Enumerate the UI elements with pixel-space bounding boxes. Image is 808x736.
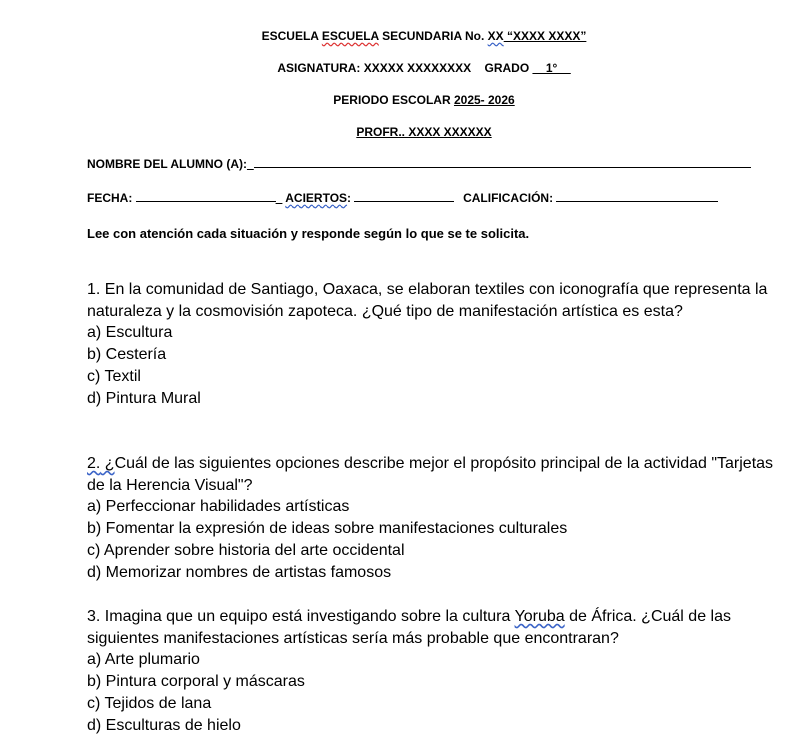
question-3-text-a: 3. Imagina que un equipo está investigando sobre la cultura: [87, 608, 515, 625]
school-number: XX: [487, 29, 504, 43]
grade-label: CALIFICACIÓN:: [463, 191, 557, 205]
question-2-option-c[interactable]: c) Aprender sobre historia del arte occidental: [87, 541, 405, 559]
school-prefix: ESCUELA: [261, 29, 322, 43]
school-word: ESCUELA: [321, 29, 379, 43]
hits-label: ACIERTOS: [285, 191, 348, 205]
teacher-line: [0, 125, 808, 139]
student-name-label: NOMBRE DEL ALUMNO (A):: [87, 157, 247, 171]
period-year: 2025- 2026: [453, 93, 515, 107]
teacher-name: PROFR.. XXXX XXXXXX: [356, 125, 492, 139]
question-3-word: Yoruba: [514, 608, 565, 625]
question-1-option-b[interactable]: b) Cestería: [87, 346, 167, 364]
question-1-option-a[interactable]: a) Escultura: [87, 324, 173, 342]
question-2-option-a[interactable]: a) Perfeccionar habilidades artísticas: [87, 498, 350, 516]
hits-colon: :: [347, 191, 352, 205]
grade-value: __1°__: [532, 61, 571, 75]
question-1-option-d[interactable]: d) Pintura Mural: [87, 389, 201, 407]
question-3: [87, 606, 777, 736]
question-1: [87, 279, 777, 409]
question-2-text: Cuál de las siguientes opciones describe mejor el propósito principal de la actividad "Tarjetas de la Herencia Visual"?: [87, 455, 774, 494]
school-name: “XXXX XXXX”: [503, 29, 587, 43]
subject-line: [0, 61, 808, 75]
grade-line[interactable]: [556, 190, 718, 202]
question-2-stem: [87, 453, 777, 496]
question-2-option-b[interactable]: b) Fomentar la expresión de ideas sobre manifestaciones culturales: [87, 520, 568, 538]
period-label: PERIODO ESCOLAR: [333, 93, 454, 107]
school-title: [0, 29, 808, 43]
student-name-tail: _: [246, 157, 254, 171]
instructions: Lee con atención cada situación y responde según lo que se te solicita.: [87, 226, 530, 241]
date-row: [87, 190, 718, 205]
question-3-option-b[interactable]: b) Pintura corporal y máscaras: [87, 673, 305, 691]
question-1-option-c[interactable]: c) Textil: [87, 367, 141, 385]
question-2-lead: ¿: [100, 455, 115, 472]
date-label: FECHA:: [87, 191, 136, 205]
question-3-option-d[interactable]: d) Esculturas de hielo: [87, 716, 241, 734]
date-line[interactable]: [136, 190, 276, 202]
question-2-number: 2.: [87, 455, 101, 472]
question-3-stem: [87, 606, 777, 649]
period-line: [0, 93, 808, 107]
question-3-option-a[interactable]: a) Arte plumario: [87, 651, 200, 669]
date-tail: _: [275, 191, 283, 205]
question-3-option-c[interactable]: c) Tejidos de lana: [87, 694, 212, 712]
hits-line[interactable]: [354, 190, 454, 202]
question-3-text-b: de África. ¿Cuál de las siguientes manifestaciones artísticas sería más probable que encontraran?: [87, 608, 731, 647]
subject-text: ASIGNATURA: XXXXX XXXXXXXX GRADO: [277, 61, 533, 75]
school-mid: SECUNDARIA No.: [378, 29, 488, 43]
question-2-option-d[interactable]: d) Memorizar nombres de artistas famosos: [87, 563, 392, 581]
question-1-stem: 1. En la comunidad de Santiago, Oaxaca, se elaboran textiles con iconografía que representa la naturaleza y la cosmovisión zapoteca. ¿Qué tipo de manifestación artística es esta?: [87, 281, 768, 320]
student-name-line[interactable]: [254, 156, 751, 168]
question-2: [87, 453, 777, 583]
student-name-field[interactable]: [87, 156, 751, 171]
